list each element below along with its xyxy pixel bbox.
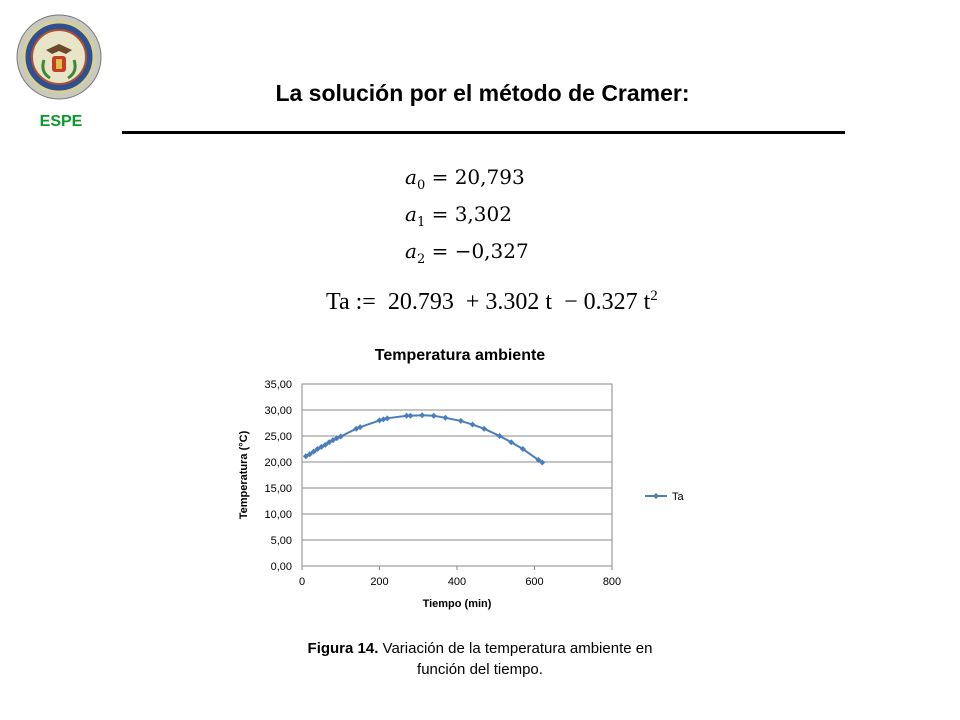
x-tick-label: 0 [298, 576, 306, 588]
chart-title: Temperatura ambiente [374, 347, 546, 364]
slide-title: La solución por el método de Cramer: [275, 80, 690, 106]
x-tick-label: 800 [602, 576, 622, 588]
coefficient-a0: $a_0 = 20,793$ [405, 165, 525, 193]
legend-marker [653, 493, 659, 499]
y-tick-label: 5,00 [270, 535, 292, 547]
x-tick-label: 600 [525, 576, 544, 588]
caption-line2: función del tiempo. [417, 661, 543, 678]
data-point [431, 413, 437, 419]
caption-text: Variación de la temperatura ambiente en [378, 640, 653, 657]
data-point [481, 426, 487, 432]
x-axis-label: Tiempo (min) [422, 598, 492, 610]
data-point [458, 418, 464, 424]
data-point [470, 422, 476, 428]
y-tick-label: 15,00 [264, 483, 292, 495]
caption-label: Figura 14. [307, 640, 379, 657]
y-tick-label: 25,00 [264, 431, 292, 443]
y-tick-label: 20,00 [264, 457, 292, 469]
legend-label: Ta [672, 491, 684, 503]
x-tick-label: 400 [447, 576, 467, 588]
coefficient-a1: $a_1 = 3,302$ [405, 202, 512, 230]
y-axis-label: Temperatura (°C) [238, 430, 250, 520]
data-point [419, 412, 425, 418]
y-tick-label: 0,00 [270, 561, 292, 573]
data-point [442, 415, 448, 421]
y-tick-label: 10,00 [264, 509, 292, 521]
figure-caption [220, 638, 740, 680]
y-tick-label: 30,00 [264, 405, 292, 417]
brand-label: ESPE [39, 113, 83, 130]
regression-formula: Ta := 20.793 + 3.302 t − 0.327 $t^2$ [326, 288, 658, 315]
y-tick-label: 35,00 [264, 379, 292, 391]
x-tick-label: 200 [370, 576, 389, 588]
coefficient-a2: $a_2 = -0,327$ [405, 239, 529, 267]
data-point [408, 413, 414, 419]
plot-area [302, 384, 612, 566]
